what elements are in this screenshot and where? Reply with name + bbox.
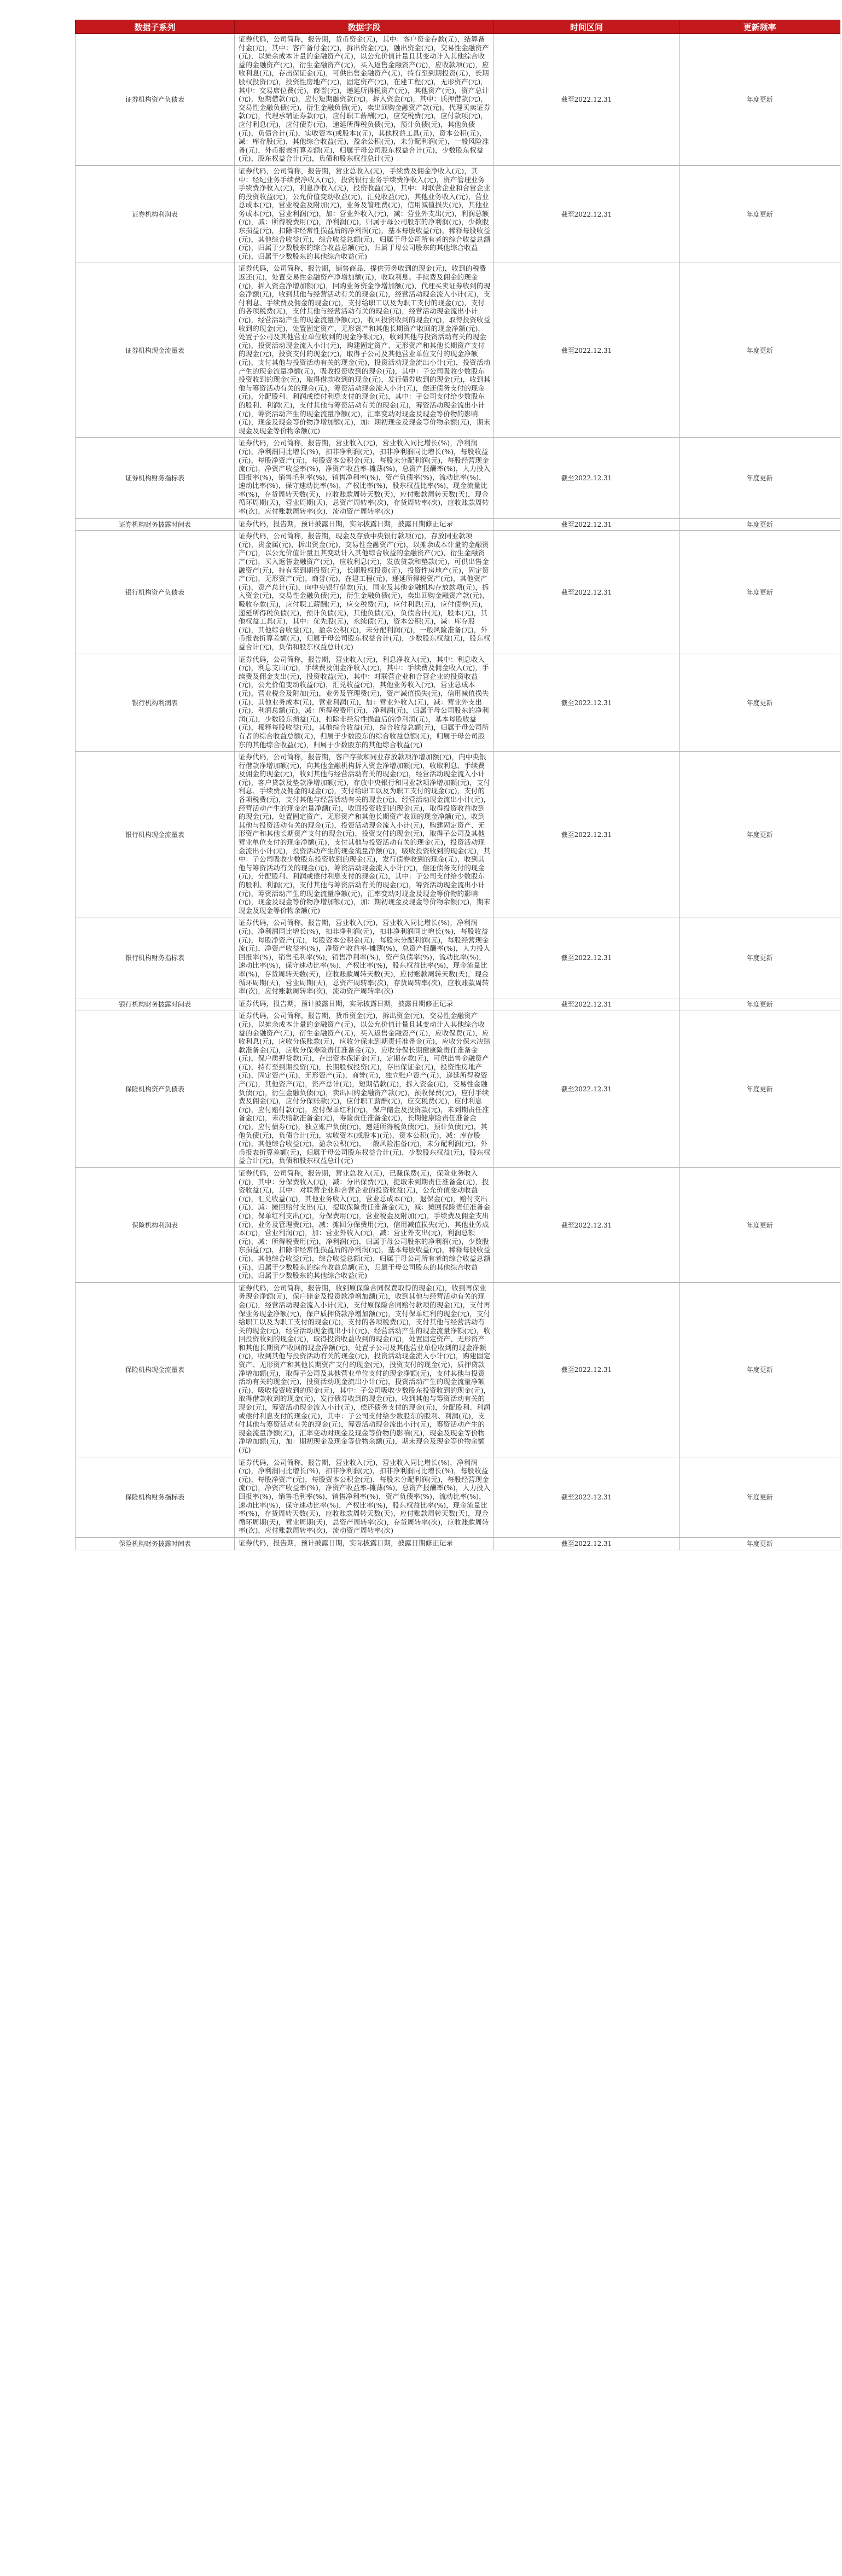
time-range-cell: 截至2022.12.31 <box>494 34 680 166</box>
data-dictionary-table-container <box>75 20 840 1550</box>
time-range-cell: 截至2022.12.31 <box>494 654 680 752</box>
update-frequency-cell: 年度更新 <box>680 263 840 438</box>
update-frequency-cell: 年度更新 <box>680 518 840 531</box>
series-cell: 保险机构财务披露时间表 <box>76 1537 235 1550</box>
fields-cell: 证券代码，公司简称，报告期，营业总收入(元)，手续费及佣金净收入(元)，其中：经纪业务手续费净收入(元)，投资银行业务手续费净收入(元)，资产管理业务手续费净收入(元)，利息净收入(元)，投资收益(元)，其中：对联营企业和合营企业的投资收益(元)，公允价值变动收益(元)，汇兑收益(元)，其他业务收入(元)，营业总成本(元)，营业税金及附加(元)，业务及管理费(元)，信用减值损失(元)，其他业务成本(元)，营业利润(元)，加：营业外收入(元)，减：营业外支出(元)，利润总额(元)，减：所得税费用(元)，净利润(元)，归属于母公司股东的净利润(元)，少数股东损益(元)，扣除非经常性损益后的净利润(元)，基本每股收益(元)，稀释每股收益(元)，其他综合收益(元)，综合收益总额(元)，归属于母公司所有者的综合收益总额(元)，归属于少数股东的综合收益总额(元)，归属于母公司股东的其他综合收益(元)，归属于少数股东的其他综合收益(元) <box>235 165 494 263</box>
update-frequency-cell: 年度更新 <box>680 1010 840 1168</box>
fields-cell: 证券代码，公司简称，报告期，货币资金(元)，拆出资金(元)，交易性金融资产(元)，以摊余成本计量的金融资产(元)，以公允价值计量且其变动计入其他综合收益的金融资产(元)，衍生金融资产(元)，买入返售金融资产(元)，应收保费(元)，应收利息(元)，应收分保账款(元)，应收分保未到期责任准备金(元)，应收分保未决赔款准备金(元)，应收分保寿险责任准备金(元)，应收分保长期健康险责任准备金(元)，保户质押贷款(元)，存出资本保证金(元)，定期存款(元)，可供出售金融资产(元)，持有至到期投资(元)，长期股权投资(元)，存出保证金(元)，投资性房地产(元)，固定资产(元)，无形资产(元)，商誉(元)，独立账户资产(元)，递延所得税资产(元)，其他资产(元)，资产总计(元)，短期借款(元)，拆入资金(元)，交易性金融负债(元)，衍生金融负债(元)，卖出回购金融资产款(元)，预收保费(元)，应付手续费及佣金(元)，应付分保账款(元)，应付职工薪酬(元)，应交税费(元)，应付利息(元)，应付赔付款(元)，应付保单红利(元)，保户储金及投资款(元)，未到期责任准备金(元)，未决赔款准备金(元)，寿险责任准备金(元)，长期健康险责任准备金(元)，应付债券(元)，独立账户负债(元)，递延所得税负债(元)，预计负债(元)，其他负债(元)，负债合计(元)，实收资本(或股本)(元)，资本公积(元)，减：库存股(元)，其他综合收益(元)，盈余公积(元)，一般风险准备(元)，未分配利润(元)，外币报表折算差额(元)，归属于母公司股东权益合计(元)，少数股东权益(元)，股东权益合计(元)，负债和股东权益总计(元) <box>235 1010 494 1168</box>
update-frequency-cell: 年度更新 <box>680 165 840 263</box>
fields-cell: 证券代码，公司简称，报告期，货币资金(元)，其中：客户资金存款(元)，结算备付金(元)，其中：客户备付金(元)，拆出资金(元)，融出资金(元)，交易性金融资产(元)，以摊余成本计量的金融资产(元)，以公允价值计量且其变动计入其他综合收益的金融资产(元)，衍生金融资产(元)，买入返售金融资产(元)，应收款项(元)，应收利息(元)，存出保证金(元)，可供出售金融资产(元)，持有至到期投资(元)，长期股权投资(元)，投资性房地产(元)，固定资产(元)，在建工程(元)，无形资产(元)，其中：交易席位费(元)，商誉(元)，递延所得税资产(元)，其他资产(元)，资产总计(元)，短期借款(元)，应付短期融资款(元)，拆入资金(元)，其中：质押借款(元)，交易性金融负债(元)，衍生金融负债(元)，卖出回购金融资产款(元)，代理买卖证券款(元)，代理承销证券款(元)，应付职工薪酬(元)，应交税费(元)，应付款项(元)，应付利息(元)，应付债券(元)，递延所得税负债(元)，预计负债(元)，其他负债(元)，负债合计(元)，实收资本(或股本)(元)，其他权益工具(元)，资本公积(元)，减：库存股(元)，其他综合收益(元)，盈余公积(元)，未分配利润(元)，一般风险准备(元)，外币报表折算差额(元)，归属于母公司股东权益合计(元)，少数股东权益(元)，股东权益合计(元)，负债和股东权益总计(元) <box>235 34 494 166</box>
update-frequency-cell: 年度更新 <box>680 917 840 998</box>
table-row <box>76 531 840 654</box>
update-frequency-cell: 年度更新 <box>680 654 840 752</box>
series-cell: 证券机构财务指标表 <box>76 438 235 518</box>
table-row <box>76 1168 840 1283</box>
series-cell: 证券机构利润表 <box>76 165 235 263</box>
time-range-cell: 截至2022.12.31 <box>494 1168 680 1283</box>
time-range-cell: 截至2022.12.31 <box>494 998 680 1010</box>
series-cell: 银行机构财务指标表 <box>76 917 235 998</box>
time-range-cell: 截至2022.12.31 <box>494 518 680 531</box>
table-row <box>76 263 840 438</box>
fields-cell: 证券代码，公司简称，报告期，收到原保险合同保费取得的现金(元)，收到再保业务现金净额(元)，保户储金及投资款净增加额(元)，收到其他与经营活动有关的现金(元)，经营活动现金流入小计(元)，支付原保险合同赔付款项的现金(元)，支付再保业务现金净额(元)，保户质押贷款净增加额(元)，支付保单红利的现金(元)，支付给职工以及为职工支付的现金(元)，支付的各项税费(元)，支付其他与经营活动有关的现金(元)，经营活动现金流出小计(元)，经营活动产生的现金流量净额(元)，收回投资收到的现金(元)，取得投资收益收到的现金(元)，处置固定资产、无形资产和其他长期资产收回的现金净额(元)，处置子公司及其他营业单位收到的现金净额(元)，收到其他与投资活动有关的现金(元)，投资活动现金流入小计(元)，购建固定资产、无形资产和其他长期资产支付的现金(元)，投资支付的现金(元)，质押贷款净增加额(元)，取得子公司及其他营业单位支付的现金净额(元)，支付其他与投资活动有关的现金(元)，投资活动现金流出小计(元)，投资活动产生的现金流量净额(元)，吸收投资收到的现金(元)，其中：子公司吸收少数股东投资收到的现金(元)，取得借款收到的现金(元)，发行债券收到的现金(元)，收到其他与筹资活动有关的现金(元)，筹资活动现金流入小计(元)，偿还债务支付的现金(元)，分配股利、利润或偿付利息支付的现金(元)，其中：子公司支付给少数股东的股利、利润(元)，支付其他与筹资活动有关的现金(元)，筹资活动现金流出小计(元)，筹资活动产生的现金流量净额(元)，汇率变动对现金及现金等价物的影响(元)，现金及现金等价物净增加额(元)，加：期初现金及现金等价物余额(元)，期末现金及现金等价物余额(元) <box>235 1282 494 1457</box>
table-row <box>76 752 840 917</box>
time-range-cell: 截至2022.12.31 <box>494 263 680 438</box>
table-row <box>76 1537 840 1550</box>
header-update-frequency: 更新频率 <box>680 20 840 34</box>
time-range-cell: 截至2022.12.31 <box>494 165 680 263</box>
update-frequency-cell: 年度更新 <box>680 438 840 518</box>
series-cell: 银行机构财务披露时间表 <box>76 998 235 1010</box>
table-row <box>76 165 840 263</box>
fields-cell: 证券代码，报告期，预计披露日期，实际披露日期，披露日期修正记录 <box>235 998 494 1010</box>
series-cell: 保险机构资产负债表 <box>76 1010 235 1168</box>
time-range-cell: 截至2022.12.31 <box>494 531 680 654</box>
update-frequency-cell: 年度更新 <box>680 752 840 917</box>
time-range-cell: 截至2022.12.31 <box>494 752 680 917</box>
time-range-cell: 截至2022.12.31 <box>494 1537 680 1550</box>
table-row <box>76 518 840 531</box>
table-body <box>76 34 840 1550</box>
series-cell: 证券机构现金流量表 <box>76 263 235 438</box>
series-cell: 证券机构资产负债表 <box>76 34 235 166</box>
update-frequency-cell: 年度更新 <box>680 1457 840 1537</box>
time-range-cell: 截至2022.12.31 <box>494 1282 680 1457</box>
fields-cell: 证券代码，公司简称，报告期，现金及存放中央银行款项(元)，存放同业款项(元)，贵金属(元)，拆出资金(元)，交易性金融资产(元)，以摊余成本计量的金融资产(元)，以公允价值计量且其变动计入其他综合收益的金融资产(元)，衍生金融资产(元)，买入返售金融资产(元)，应收利息(元)，发放贷款和垫款(元)，可供出售金融资产(元)，持有至到期投资(元)，长期股权投资(元)，投资性房地产(元)，固定资产(元)，无形资产(元)，商誉(元)，在建工程(元)，递延所得税资产(元)，其他资产(元)，资产总计(元)，向中央银行借款(元)，同业及其他金融机构存放款项(元)，拆入资金(元)，交易性金融负债(元)，衍生金融负债(元)，卖出回购金融资产款(元)，吸收存款(元)，应付职工薪酬(元)，应交税费(元)，应付利息(元)，应付债券(元)，递延所得税负债(元)，预计负债(元)，其他负债(元)，负债合计(元)，股本(元)，其他权益工具(元)，其中：优先股(元)，永续债(元)，资本公积(元)，减：库存股(元)，其他综合收益(元)，盈余公积(元)，未分配利润(元)，一般风险准备(元)，外币报表折算差额(元)，归属于母公司股东权益合计(元)，少数股东权益(元)，股东权益合计(元)，负债和股东权益总计(元) <box>235 531 494 654</box>
fields-cell: 证券代码，公司简称，报告期，营业收入(元)，营业收入同比增长(%)，净利润(元)，净利润同比增长(%)，扣非净利润(元)，扣非净利润同比增长(%)，每股收益(元)，每股净资产(元)，每股资本公积金(元)，每股未分配利润(元)，每股经营现金流(元)，净资产收益率(%)，净资产收益率-摊薄(%)，总资产报酬率(%)，人力投入回报率(%)，销售毛利率(%)，销售净利率(%)，资产负债率(%)，流动比率(%)，速动比率(%)，保守速动比率(%)，产权比率(%)，股东权益比率(%)，现金流量比率(%)，存货周转天数(天)，应收账款周转天数(天)，应付账款周转天数(天)，现金循环周期(天)，营业周期(天)，总资产周转率(次)，存货周转率(次)，应收账款周转率(次)，应付账款周转率(次)，流动资产周转率(次) <box>235 917 494 998</box>
fields-cell: 证券代码，公司简称，报告期，营业收入(元)，营业收入同比增长(%)，净利润(元)，净利润同比增长(%)，扣非净利润(元)，扣非净利润同比增长(%)，每股收益(元)，每股净资产(元)，每股资本公积金(元)，每股未分配利润(元)，每股经营现金流(元)，净资产收益率(%)，净资产收益率-摊薄(%)，总资产报酬率(%)，人力投入回报率(%)，销售毛利率(%)，销售净利率(%)，资产负债率(%)，流动比率(%)，速动比率(%)，保守速动比率(%)，产权比率(%)，股东权益比率(%)，现金流量比率(%)，存货周转天数(天)，应收账款周转天数(天)，应付账款周转天数(天)，现金循环周期(天)，营业周期(天)，总资产周转率(次)，存货周转率(次)，应收账款周转率(次)，应付账款周转率(次)，流动资产周转率(次) <box>235 438 494 518</box>
series-cell: 银行机构利润表 <box>76 654 235 752</box>
data-dictionary-table <box>75 20 840 1550</box>
table-row <box>76 1457 840 1537</box>
fields-cell: 证券代码，公司简称，报告期，营业收入(元)，营业收入同比增长(%)，净利润(元)，净利润同比增长(%)，扣非净利润(元)，扣非净利润同比增长(%)，每股收益(元)，每股净资产(元)，每股资本公积金(元)，每股未分配利润(元)，每股经营现金流(元)，净资产收益率(%)，净资产收益率-摊薄(%)，总资产报酬率(%)，人力投入回报率(%)，销售毛利率(%)，销售净利率(%)，资产负债率(%)，流动比率(%)，速动比率(%)，保守速动比率(%)，产权比率(%)，股东权益比率(%)，现金流量比率(%)，存货周转天数(天)，应收账款周转天数(天)，应付账款周转天数(天)，现金循环周期(天)，营业周期(天)，总资产周转率(次)，存货周转率(次)，应收账款周转率(次)，应付账款周转率(次)，流动资产周转率(次) <box>235 1457 494 1537</box>
table-row <box>76 654 840 752</box>
time-range-cell: 截至2022.12.31 <box>494 1457 680 1537</box>
update-frequency-cell: 年度更新 <box>680 998 840 1010</box>
update-frequency-cell: 年度更新 <box>680 531 840 654</box>
header-fields: 数据字段 <box>235 20 494 34</box>
table-row <box>76 917 840 998</box>
table-row <box>76 34 840 166</box>
series-cell: 银行机构资产负债表 <box>76 531 235 654</box>
series-cell: 保险机构现金流量表 <box>76 1282 235 1457</box>
update-frequency-cell: 年度更新 <box>680 1282 840 1457</box>
series-cell: 银行机构现金流量表 <box>76 752 235 917</box>
time-range-cell: 截至2022.12.31 <box>494 1010 680 1168</box>
table-row <box>76 1010 840 1168</box>
update-frequency-cell: 年度更新 <box>680 1537 840 1550</box>
series-cell: 保险机构利润表 <box>76 1168 235 1283</box>
series-cell: 证券机构财务披露时间表 <box>76 518 235 531</box>
header-time-range: 时间区间 <box>494 20 680 34</box>
time-range-cell: 截至2022.12.31 <box>494 438 680 518</box>
fields-cell: 证券代码，公司简称，报告期，销售商品、提供劳务收到的现金(元)，收到的税费返还(元)，处置交易性金融资产净增加额(元)，收取利息、手续费及佣金的现金(元)，拆入资金净增加额(元)，回购业务资金净增加额(元)，代理买卖证券收到的现金净额(元)，收到其他与经营活动有关的现金(元)，经营活动现金流入小计(元)，支付利息、手续费及佣金的现金(元)，支付给职工以及为职工支付的现金(元)，支付的各项税费(元)，支付其他与经营活动有关的现金(元)，经营活动现金流出小计(元)，经营活动产生的现金流量净额(元)，收回投资收到的现金(元)，取得投资收益收到的现金(元)，处置固定资产、无形资产和其他长期资产收回的现金净额(元)，处置子公司及其他营业单位收到的现金净额(元)，收到其他与投资活动有关的现金(元)，投资活动现金流入小计(元)，购建固定资产、无形资产和其他长期资产支付的现金(元)，投资支付的现金(元)，取得子公司及其他营业单位支付的现金净额(元)，支付其他与投资活动有关的现金(元)，投资活动现金流出小计(元)，投资活动产生的现金流量净额(元)，吸收投资收到的现金(元)，其中：子公司吸收少数股东投资收到的现金(元)，取得借款收到的现金(元)，发行债券收到的现金(元)，收到其他与筹资活动有关的现金(元)，筹资活动现金流入小计(元)，偿还债务支付的现金(元)，分配股利、利润或偿付利息支付的现金(元)，其中：子公司支付给少数股东的股利、利润(元)，支付其他与筹资活动有关的现金(元)，筹资活动现金流出小计(元)，筹资活动产生的现金流量净额(元)，汇率变动对现金及现金等价物的影响(元)，现金及现金等价物净增加额(元)，加：期初现金及现金等价物余额(元)，期末现金及现金等价物余额(元) <box>235 263 494 438</box>
table-header-row <box>76 20 840 34</box>
update-frequency-cell: 年度更新 <box>680 34 840 166</box>
fields-cell: 证券代码，公司简称，报告期，客户存款和同业存放款项净增加额(元)，向中央银行借款净增加额(元)，向其他金融机构拆入资金净增加额(元)，收取利息、手续费及佣金的现金(元)，收到其他与经营活动有关的现金(元)，经营活动现金流入小计(元)，客户贷款及垫款净增加额(元)，存放中央银行和同业款项净增加额(元)，支付利息、手续费及佣金的现金(元)，支付给职工以及为职工支付的现金(元)，支付的各项税费(元)，支付其他与经营活动有关的现金(元)，经营活动现金流出小计(元)，经营活动产生的现金流量净额(元)，收回投资收到的现金(元)，取得投资收益收到的现金(元)，处置固定资产、无形资产和其他长期资产收回的现金净额(元)，收到其他与投资活动有关的现金(元)，投资活动现金流入小计(元)，购建固定资产、无形资产和其他长期资产支付的现金(元)，投资支付的现金(元)，取得子公司及其他营业单位支付的现金净额(元)，支付其他与投资活动有关的现金(元)，投资活动现金流出小计(元)，投资活动产生的现金流量净额(元)，吸收投资收到的现金(元)，其中：子公司吸收少数股东投资收到的现金(元)，发行债券收到的现金(元)，收到其他与筹资活动有关的现金(元)，筹资活动现金流入小计(元)，偿还债务支付的现金(元)，分配股利、利润或偿付利息支付的现金(元)，其中：子公司支付给少数股东的股利、利润(元)，支付其他与筹资活动有关的现金(元)，筹资活动现金流出小计(元)，筹资活动产生的现金流量净额(元)，汇率变动对现金及现金等价物的影响(元)，现金及现金等价物净增加额(元)，加：期初现金及现金等价物余额(元)，期末现金及现金等价物余额(元) <box>235 752 494 917</box>
update-frequency-cell: 年度更新 <box>680 1168 840 1283</box>
table-row <box>76 998 840 1010</box>
fields-cell: 证券代码，报告期，预计披露日期，实际披露日期，披露日期修正记录 <box>235 1537 494 1550</box>
table-row <box>76 1282 840 1457</box>
fields-cell: 证券代码，报告期，预计披露日期，实际披露日期，披露日期修正记录 <box>235 518 494 531</box>
fields-cell: 证券代码，公司简称，报告期，营业收入(元)，利息净收入(元)，其中：利息收入(元)，利息支出(元)，手续费及佣金净收入(元)，其中：手续费及佣金收入(元)，手续费及佣金支出(元)，投资收益(元)，其中：对联营企业和合营企业的投资收益(元)，公允价值变动收益(元)，汇兑收益(元)，其他业务收入(元)，营业总成本(元)，营业税金及附加(元)，业务及管理费(元)，资产减值损失(元)，信用减值损失(元)，其他业务成本(元)，营业利润(元)，加：营业外收入(元)，减：营业外支出(元)，利润总额(元)，减：所得税费用(元)，净利润(元)，归属于母公司股东的净利润(元)，少数股东损益(元)，扣除非经常性损益后的净利润(元)，基本每股收益(元)，稀释每股收益(元)，其他综合收益(元)，综合收益总额(元)，归属于母公司所有者的综合收益总额(元)，归属于少数股东的综合收益总额(元)，归属于母公司股东的其他综合收益(元)，归属于少数股东的其他综合收益(元) <box>235 654 494 752</box>
fields-cell: 证券代码，公司简称，报告期，营业总收入(元)，已赚保费(元)，保险业务收入(元)，其中：分保费收入(元)，减：分出保费(元)，提取未到期责任准备金(元)，投资收益(元)，其中：对联营企业和合营企业的投资收益(元)，公允价值变动收益(元)，汇兑收益(元)，其他业务收入(元)，营业总成本(元)，退保金(元)，赔付支出(元)，减：摊回赔付支出(元)，提取保险责任准备金(元)，减：摊回保险责任准备金(元)，保单红利支出(元)，分保费用(元)，营业税金及附加(元)，手续费及佣金支出(元)，业务及管理费(元)，减：摊回分保费用(元)，信用减值损失(元)，其他业务成本(元)，营业利润(元)，加：营业外收入(元)，减：营业外支出(元)，利润总额(元)，减：所得税费用(元)，净利润(元)，归属于母公司股东的净利润(元)，少数股东损益(元)，扣除非经常性损益后的净利润(元)，基本每股收益(元)，稀释每股收益(元)，其他综合收益(元)，综合收益总额(元)，归属于母公司所有者的综合收益总额(元)，归属于少数股东的综合收益总额(元)，归属于母公司股东的其他综合收益(元)，归属于少数股东的其他综合收益(元) <box>235 1168 494 1283</box>
time-range-cell: 截至2022.12.31 <box>494 917 680 998</box>
header-series: 数据子系列 <box>76 20 235 34</box>
series-cell: 保险机构财务指标表 <box>76 1457 235 1537</box>
table-row <box>76 438 840 518</box>
